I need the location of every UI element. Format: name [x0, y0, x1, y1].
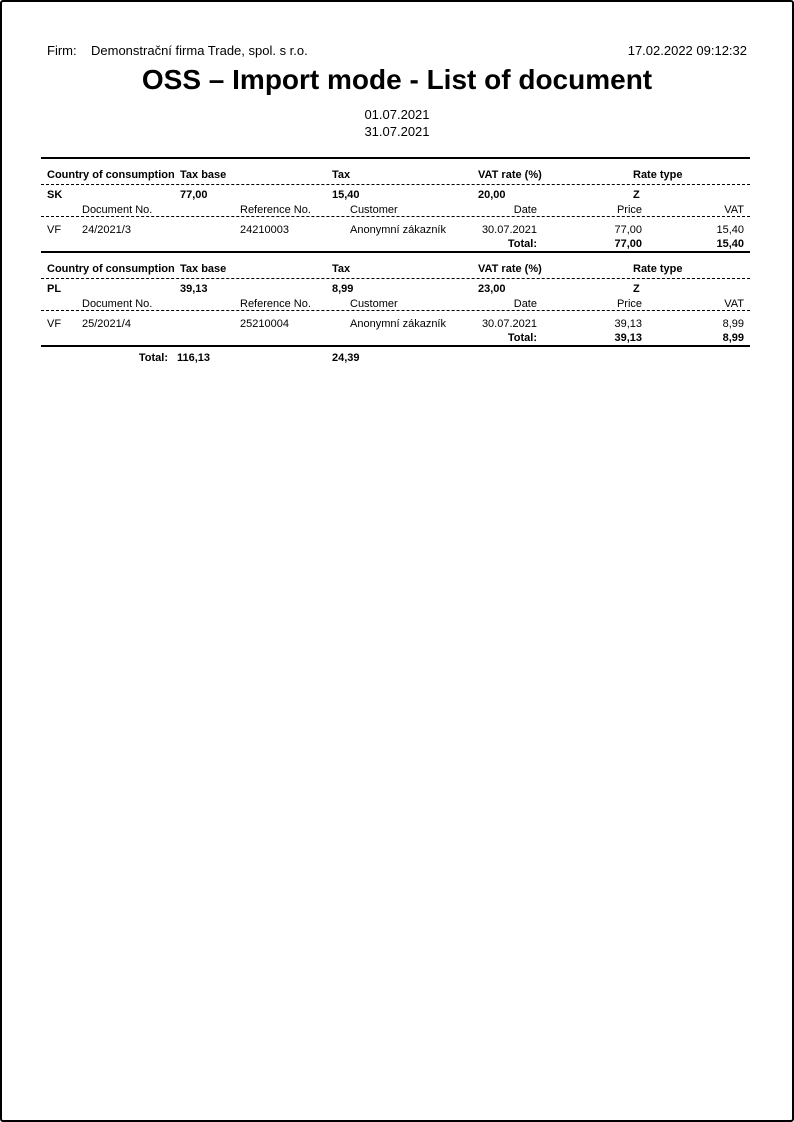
report-title: OSS – Import mode - List of document: [141, 64, 653, 95]
period-from: 01.07.2021: [364, 107, 430, 122]
doc-header-reference-no: Reference No.: [240, 298, 311, 310]
grand-total-section: [41, 345, 750, 367]
document-header-row: [41, 296, 750, 311]
doc-type: VF: [47, 224, 62, 236]
country-section-pl: [41, 251, 750, 345]
doc-header-date: Date: [513, 204, 537, 216]
doc-header-price: Price: [616, 204, 642, 216]
period-to: 31.07.2021: [364, 124, 430, 139]
group-value-row: [41, 185, 750, 202]
doc-vat: 15,40: [716, 224, 744, 236]
print-timestamp: 17.02.2022 09:12:32: [627, 43, 747, 58]
doc-header-document-no: Document No.: [82, 204, 153, 216]
doc-header-vat: VAT: [724, 298, 744, 310]
group-tax-base: 77,00: [180, 189, 208, 201]
group-vat-rate: 20,00: [478, 189, 506, 201]
group-tax-base: 39,13: [180, 283, 208, 295]
group-header-tax-base: Tax base: [180, 169, 227, 181]
doc-number: 25/2021/4: [82, 318, 131, 330]
firm-label: Firm:: [47, 43, 77, 58]
section-total-row: [41, 330, 750, 345]
group-header-vat-rate: VAT rate (%): [478, 169, 542, 181]
group-header-tax: Tax: [332, 169, 351, 181]
group-value-row: [41, 279, 750, 296]
doc-header-customer: Customer: [350, 298, 398, 310]
country-code: PL: [47, 283, 62, 295]
doc-header-customer: Customer: [350, 204, 398, 216]
doc-price: 77,00: [614, 224, 642, 236]
grand-total-row: [41, 347, 750, 367]
group-header-country: Country of consumption: [47, 263, 175, 275]
section-total-row: [41, 236, 750, 251]
group-vat-rate: 23,00: [478, 283, 506, 295]
group-header-row: [41, 253, 750, 279]
doc-reference-no: 24210003: [240, 224, 289, 236]
doc-customer: Anonymní zákazník: [350, 224, 446, 236]
doc-header-vat: VAT: [724, 204, 744, 216]
grand-total-tax: 24,39: [332, 352, 360, 364]
group-header-row: [41, 159, 750, 185]
group-rate-type: Z: [633, 283, 640, 295]
grand-total-tax-base: 116,13: [177, 352, 211, 364]
group-header-tax: Tax: [332, 263, 351, 275]
section-total-label: Total:: [507, 332, 537, 344]
doc-type: VF: [47, 318, 62, 330]
country-code: SK: [47, 189, 63, 201]
document-row: [41, 311, 750, 330]
document-header-row: [41, 202, 750, 217]
grand-total-label: Total:: [138, 352, 168, 364]
firm-name: Demonstrační firma Trade, spol. s r.o.: [91, 43, 308, 58]
doc-vat: 8,99: [722, 318, 744, 330]
section-total-label: Total:: [507, 238, 537, 250]
doc-header-price: Price: [616, 298, 642, 310]
group-header-tax-base: Tax base: [180, 263, 227, 275]
group-header-rate-type: Rate type: [633, 169, 683, 181]
doc-date: 30.07.2021: [481, 318, 537, 330]
doc-date: 30.07.2021: [481, 224, 537, 236]
group-header-country: Country of consumption: [47, 169, 175, 181]
document-row: [41, 217, 750, 236]
group-tax: 8,99: [332, 283, 354, 295]
doc-reference-no: 25210004: [240, 318, 289, 330]
doc-header-document-no: Document No.: [82, 298, 153, 310]
doc-customer: Anonymní zákazník: [350, 318, 446, 330]
section-total-price: 77,00: [614, 238, 642, 250]
country-section-sk: [41, 157, 750, 251]
group-tax: 15,40: [332, 189, 360, 201]
section-total-vat: 15,40: [716, 238, 744, 250]
report-table: [41, 157, 750, 367]
group-rate-type: Z: [633, 189, 640, 201]
group-header-rate-type: Rate type: [633, 263, 683, 275]
doc-price: 39,13: [614, 318, 642, 330]
section-total-price: 39,13: [614, 332, 642, 344]
section-total-vat: 8,99: [722, 332, 744, 344]
group-header-vat-rate: VAT rate (%): [478, 263, 542, 275]
doc-number: 24/2021/3: [82, 224, 131, 236]
doc-header-reference-no: Reference No.: [240, 204, 311, 216]
doc-header-date: Date: [513, 298, 537, 310]
